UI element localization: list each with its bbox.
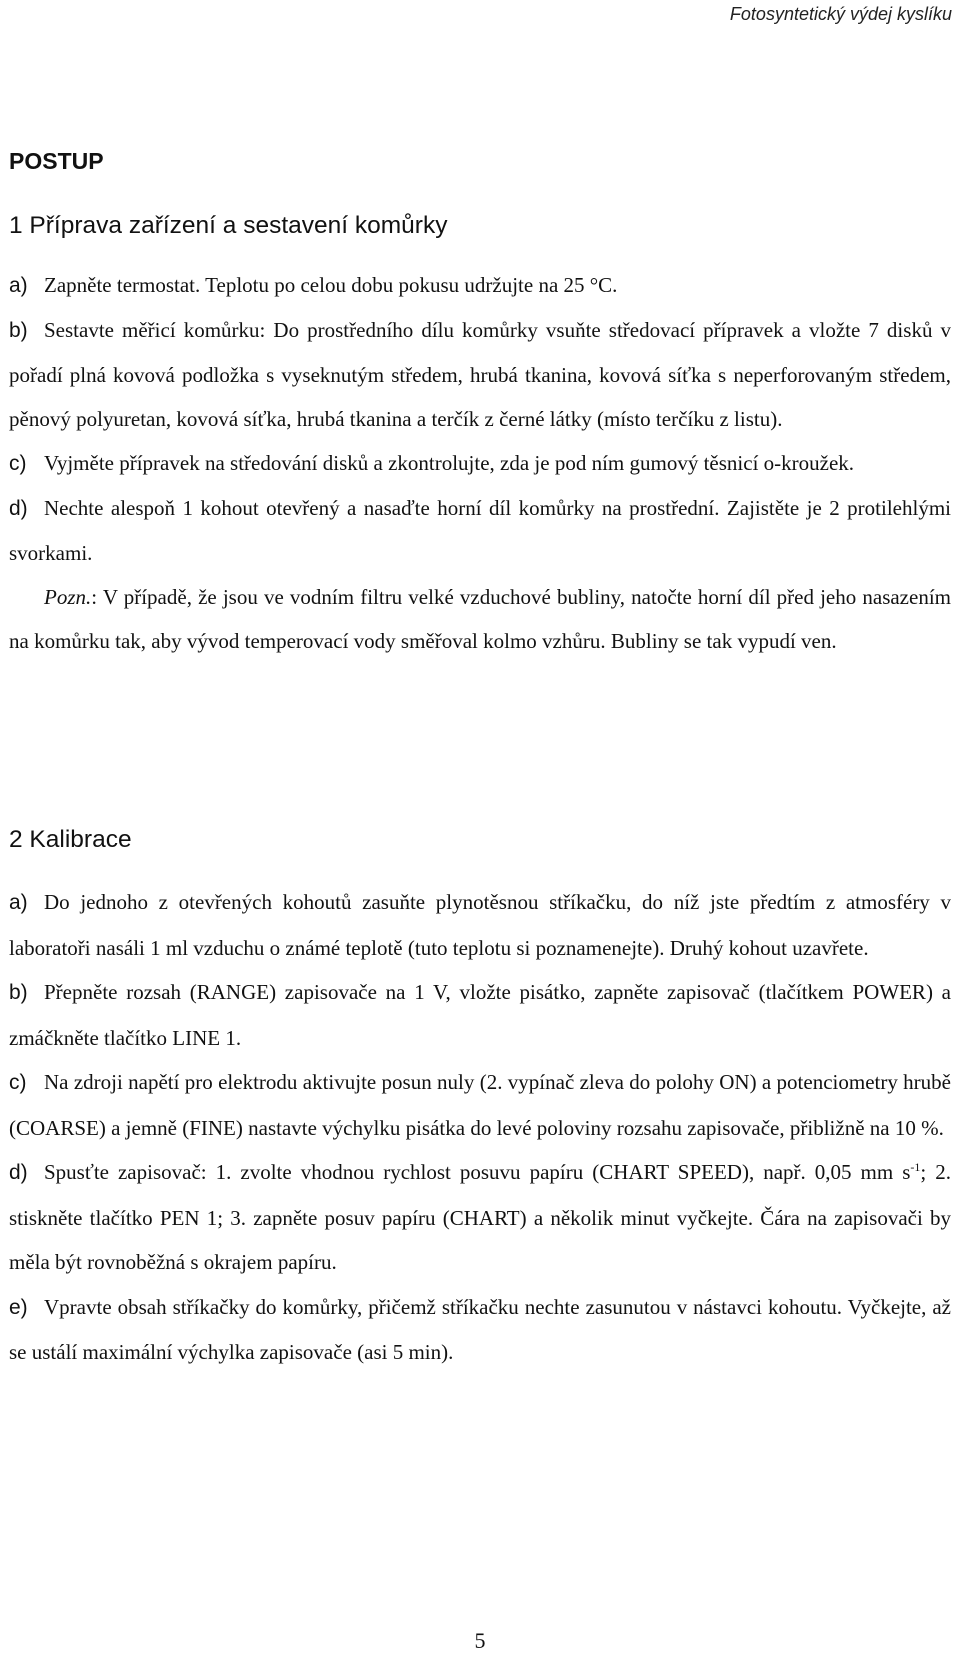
step-letter: b) (9, 981, 28, 1004)
section-1-body (9, 263, 951, 663)
step-letter: d) (9, 1161, 28, 1184)
superscript: -1 (910, 1160, 921, 1174)
step-text: Zapněte termostat. Teplotu po celou dobu pokusu udržujte na 25 °C. (44, 273, 618, 297)
step-1c (9, 441, 951, 486)
step-letter: a) (9, 891, 28, 914)
section-2-heading: 2 Kalibrace (9, 826, 132, 853)
step-2e (9, 1285, 951, 1375)
step-text: Přepněte rozsah (RANGE) zapisovače na 1 V, vložte pisátko, zapněte zapisovač (tlačítkem POWER) a zmáčkněte tlačítko LINE 1. (9, 980, 951, 1050)
page-title: POSTUP (9, 148, 104, 174)
step-text-part1: Spusťte zapisovač: 1. zvolte vhodnou rychlost posuvu papíru (CHART SPEED), např. 0,05 mm s (44, 1160, 911, 1184)
step-text: Nechte alespoň 1 kohout otevřený a nasaďte horní díl komůrky na prostřední. Zajistěte je 2 protilehlými svorkami. (9, 496, 951, 565)
step-letter: d) (9, 497, 28, 520)
step-letter: e) (9, 1295, 28, 1319)
note-text: : V případě, že jsou ve vodním filtru velké vzduchové bubliny, natočte horní díl před jeho nasazením na komůrku tak, aby vývod temperovací vody směřoval kolmo vzhůru. Bubliny se tak vypudí ven. (9, 585, 951, 653)
step-letter: c) (9, 1071, 27, 1094)
step-text: Na zdroji napětí pro elektrodu aktivujte posun nuly (2. vypínač zleva do polohy ON) a potenciometry hrubě (COARSE) a jemně (FINE) nastavte výchylku pisátka do levé poloviny rozsahu zapisovače, přibližně na 10 %. (9, 1070, 951, 1140)
step-1d (9, 486, 951, 575)
step-1b (9, 308, 951, 441)
note (9, 575, 951, 663)
step-letter: b) (9, 319, 28, 342)
note-label: Pozn. (44, 585, 92, 609)
step-text-part2: ; 2. stiskněte tlačítko PEN 1; 3. zapněte posuv papíru (CHART) a několik minut vyčkejte. Čára na zapisovači by měla být rovnoběžná s okrajem papíru. (9, 1160, 951, 1274)
step-letter: a) (9, 274, 28, 297)
step-text: Do jednoho z otevřených kohoutů zasuňte plynotěsnou stříkačku, do níž jste předtím z atmosféry v laboratoři nasáli 1 ml vzduchu o známé teplotě (tuto teplotu si poznamenejte). Druhý kohout uzavřete. (9, 890, 951, 960)
step-2c (9, 1060, 951, 1150)
section-2-body (9, 880, 951, 1375)
step-1a (9, 263, 951, 308)
step-text: Sestavte měřicí komůrku: Do prostředního dílu komůrky vsuňte středovací přípravek a vložte 7 disků v pořadí plná kovová podložka s vyseknutým středem, hrubá tkanina, kovová síťka s neperforovaným středem, pěnový polyuretan, kovová síťka, hrubá tkanina a terčík z černé látky (místo terčíku z listu). (9, 318, 951, 431)
step-2b (9, 970, 951, 1060)
step-2d (9, 1150, 951, 1285)
section-1-heading: 1 Příprava zařízení a sestavení komůrky (9, 212, 448, 239)
page-number: 5 (474, 1628, 486, 1653)
running-header: Fotosyntetický výdej kyslíku (729, 4, 952, 24)
step-text: Vpravte obsah stříkačky do komůrky, přičemž stříkačku nechte zasunutou v nástavci kohoutu. Vyčkejte, až se ustálí maximální výchylka zapisovače (asi 5 min). (9, 1294, 951, 1364)
step-text: Vyjměte přípravek na středování disků a zkontrolujte, zda je pod ním gumový těsnicí o-kroužek. (44, 451, 855, 475)
step-letter: c) (9, 452, 27, 475)
step-2a (9, 880, 951, 970)
